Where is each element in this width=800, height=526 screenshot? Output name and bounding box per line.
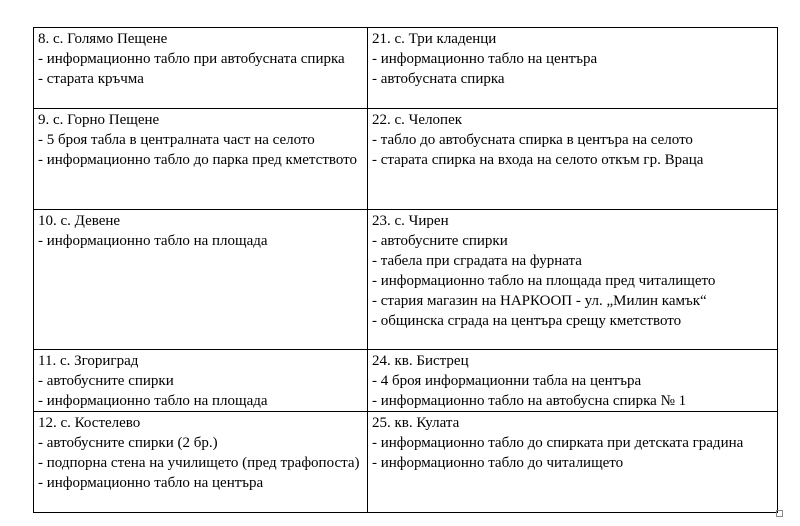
list-item: - информационно табло на площада — [38, 393, 268, 409]
table-cell — [34, 28, 368, 109]
cell-title: 12. с. Костелево — [38, 415, 141, 431]
list-item: - информационно табло на центъра — [38, 475, 264, 491]
cell-title: 25. кв. Кулата — [372, 415, 460, 431]
table-cell — [34, 210, 368, 350]
table-cell — [368, 28, 778, 109]
table-row — [34, 28, 778, 109]
table-cell — [368, 210, 778, 350]
table-end-marker — [776, 510, 783, 517]
list-item: - 5 броя табла в централната част на селото — [38, 132, 315, 148]
list-item: - стария магазин на НАРКООП - ул. „Милин камък“ — [372, 293, 707, 309]
list-item: - автобусните спирки — [38, 373, 174, 389]
table-cell — [368, 109, 778, 210]
list-item: - общинска сграда на центъра срещу кметството — [372, 313, 682, 329]
table-cell — [34, 412, 368, 513]
list-item: - табела при сградата на фурната — [372, 253, 582, 269]
list-item: - информационно табло на площада — [38, 233, 268, 249]
list-item: - информационно табло до спирката при детската градина — [372, 435, 744, 451]
cell-title: 9. с. Горно Пещене — [38, 112, 160, 128]
cell-title: 8. с. Голямо Пещене — [38, 31, 168, 47]
table-row — [34, 350, 778, 412]
table-row — [34, 412, 778, 513]
table-cell — [368, 350, 778, 412]
list-item: - информационно табло до читалището — [372, 455, 624, 471]
list-item: - табло до автобусната спирка в центъра на селото — [372, 132, 693, 148]
table-row — [34, 210, 778, 350]
cell-title: 21. с. Три кладенци — [372, 31, 497, 47]
cell-title: 24. кв. Бистрец — [372, 353, 469, 369]
cell-title: 22. с. Челопек — [372, 112, 463, 128]
table-row — [34, 109, 778, 210]
list-item: - автобусната спирка — [372, 71, 505, 87]
list-item: - подпорна стена на училището (пред трафопоста) — [38, 455, 360, 471]
list-item: - информационно табло на автобусна спирка № 1 — [372, 393, 687, 409]
locations-table — [33, 27, 778, 513]
list-item: - автобусните спирки — [372, 233, 508, 249]
list-item: - информационно табло при автобусната спирка — [38, 51, 345, 67]
list-item: - информационно табло на центъра — [372, 51, 598, 67]
list-item: - старата спирка на входа на селото откъм гр. Враца — [372, 152, 704, 168]
cell-title: 10. с. Девене — [38, 213, 121, 229]
list-item: - информационно табло до парка пред кметството — [38, 152, 358, 168]
table-cell — [368, 412, 778, 513]
list-item: - автобусните спирки (2 бр.) — [38, 435, 218, 451]
list-item: - 4 броя информационни табла на центъра — [372, 373, 642, 389]
cell-title: 11. с. Згориград — [38, 353, 139, 369]
list-item: - старата кръчма — [38, 71, 144, 87]
list-item: - информационно табло на площада пред читалището — [372, 273, 716, 289]
table-cell — [34, 350, 368, 412]
cell-title: 23. с. Чирен — [372, 213, 449, 229]
table-cell — [34, 109, 368, 210]
